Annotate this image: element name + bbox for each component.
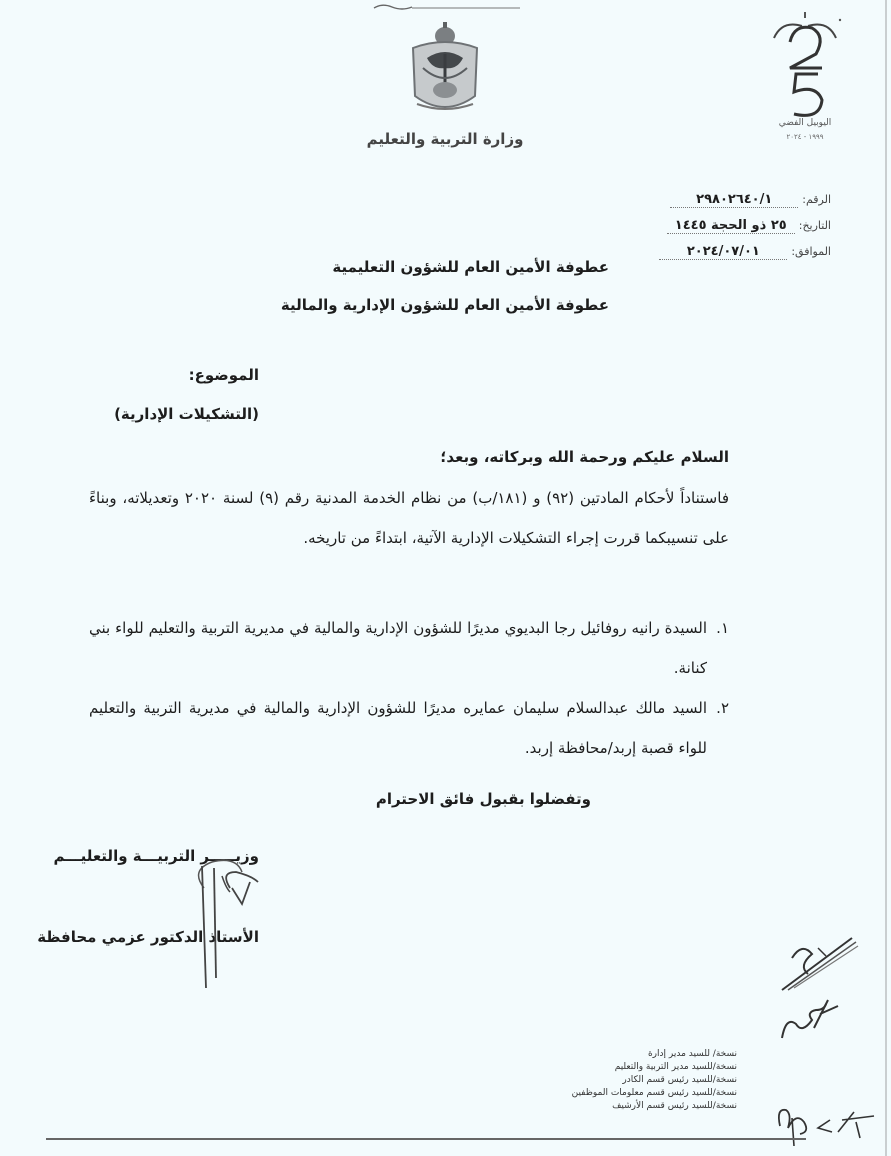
jordan-coat-of-arms-icon <box>405 18 485 123</box>
page-edge <box>885 0 887 1156</box>
closing-line: وتفضلوا بقبول فائق الاحترام <box>375 790 591 808</box>
ref-number-row <box>601 192 831 218</box>
copy-line: نسخة/للسيد مدير التربية والتعليم <box>614 1062 737 1072</box>
copy-line: نسخة/للسيد رئيس قسم الأرشيف <box>612 1101 737 1111</box>
signatory-name: الأستاذ الدكتور عزمي محافظة <box>37 928 259 946</box>
silver-jubilee-25-icon <box>760 8 850 128</box>
handwritten-initials-icon <box>772 928 882 1048</box>
ref-number-label: الرقم: <box>802 193 831 206</box>
list-item <box>89 608 729 688</box>
signatory-title: وزيـــــر التربيـــة والتعليـــم <box>53 847 259 865</box>
list-item-number: ٢. <box>716 699 729 717</box>
ref-number-value: ٢٩٨٠٢٦٤٠/١ <box>670 192 798 208</box>
copy-line: نسخة/ للسيد مدير إدارة <box>647 1049 737 1059</box>
handwritten-initials-icon <box>770 1098 880 1148</box>
subject-value: (التشكيلات الإدارية) <box>114 405 259 423</box>
ref-gregorian-row <box>601 244 831 270</box>
jubilee-years: ١٩٩٩ - ٢٠٢٤ <box>786 133 824 141</box>
jubilee-caption: اليوبيل الفضي <box>778 118 832 128</box>
list-item-text: السيدة رانيه روفائيل رجا البديوي مديرًا للشؤون الإدارية والمالية في مديرية التربية والتعليم للواء بني كنانة. <box>89 619 707 677</box>
greeting: السلام عليكم ورحمة الله وبركاته، وبعد؛ <box>440 448 729 466</box>
ref-gregorian-label: الموافق: <box>791 245 831 258</box>
ref-date-label: التاريخ: <box>798 219 831 232</box>
copies-list <box>572 1048 737 1113</box>
handwritten-signature-icon <box>170 858 290 993</box>
reference-block <box>601 192 831 270</box>
appointments-list <box>89 608 729 768</box>
subject-label: الموضوع: <box>188 366 259 384</box>
body-paragraph: فاستناداً لأحكام المادتين (٩٢) و (١٨١/ب) من نظام الخدمة المدنية رقم (٩) لسنة ٢٠٢٠ وتعديلاته، وبناءً على تنسيبكما قررت إجراء التشكيلات الإدارية الآتية، ابتداءً من تاريخه. <box>89 489 729 547</box>
addressee-1: عطوفة الأمين العام للشؤون التعليمية <box>332 258 609 276</box>
ref-gregorian-value: ٢٠٢٤/٠٧/٠١ <box>659 244 787 260</box>
ref-date-value: ٢٥ ذو الحجة ١٤٤٥ <box>667 218 795 234</box>
addressee-2: عطوفة الأمين العام للشؤون الإدارية والمالية <box>280 296 609 314</box>
ref-date-row <box>601 218 831 244</box>
list-item <box>89 688 729 768</box>
list-item-number: ١. <box>716 619 729 637</box>
footer-divider <box>46 1138 806 1140</box>
copy-line: نسخة/للسيد رئيس قسم الكادر <box>622 1075 737 1085</box>
ministry-name: وزارة التربية والتعليم <box>366 130 524 148</box>
list-item-text: السيد مالك عبدالسلام سليمان عمايره مديرًا للشؤون الإدارية والمالية في مديرية التربية والتعليم للواء قصبة إربد/محافظة إربد. <box>89 699 707 757</box>
copy-line: نسخة/للسيد رئيس قسم معلومات الموظفين <box>571 1088 737 1098</box>
basmala-caption-icon <box>372 2 522 12</box>
